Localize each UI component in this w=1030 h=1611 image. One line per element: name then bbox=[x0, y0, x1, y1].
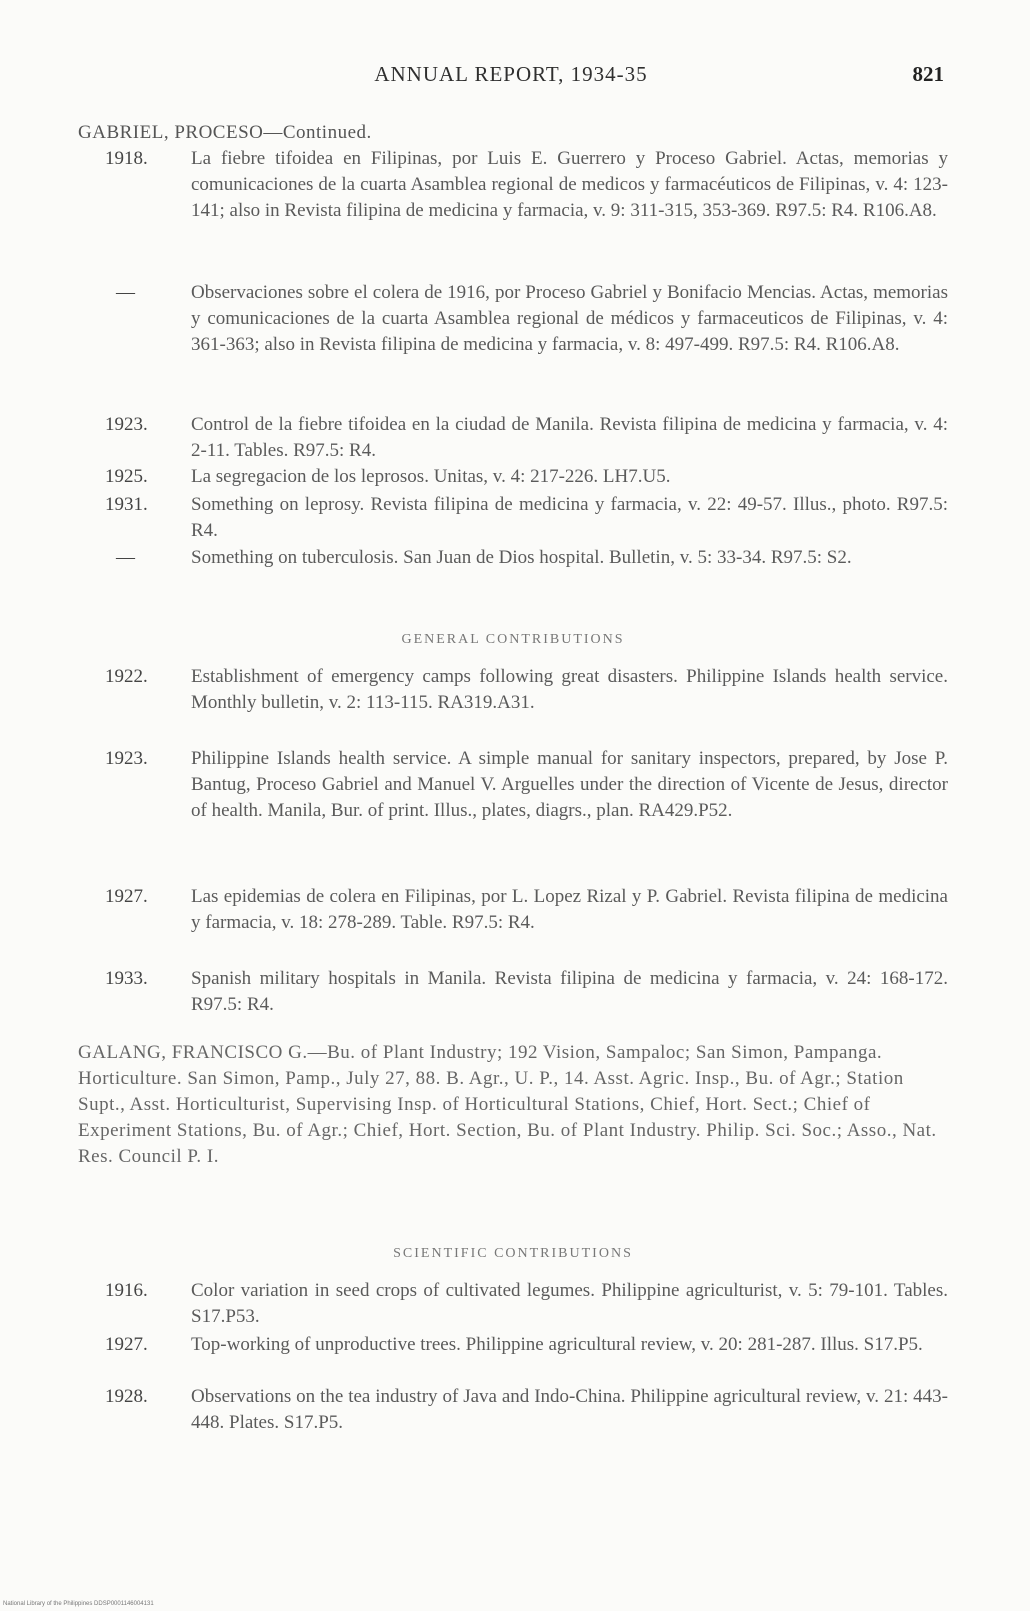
bibliography-entry bbox=[78, 146, 948, 224]
bibliography-entry bbox=[78, 1332, 948, 1358]
entry-year: 1925. bbox=[105, 466, 148, 487]
entry-text: Spanish military hospitals in Manila. Revista filipina de medicina y farmacia, v. 24: 168-172. R97.5: R4. bbox=[191, 968, 948, 1015]
section-heading-general-contributions: GENERAL CONTRIBUTIONS bbox=[401, 632, 625, 647]
entry-text: Control de la fiebre tifoidea en la ciudad de Manila. Revista filipina de medicina y farmacia, v. 4: 2-11. Tables. R97.5: R4. bbox=[191, 414, 948, 461]
bibliography-entry bbox=[78, 1384, 948, 1436]
entry-year: 1918. bbox=[105, 148, 148, 169]
bibliography-entry bbox=[78, 746, 948, 824]
author-heading-galang bbox=[78, 1040, 948, 1170]
bibliography-entry bbox=[78, 412, 948, 464]
bibliography-entry bbox=[78, 884, 948, 936]
bibliography-entry bbox=[78, 492, 948, 544]
bibliography-entry bbox=[78, 1278, 948, 1330]
entry-year: — bbox=[116, 547, 135, 568]
bibliography-entry bbox=[78, 664, 948, 716]
section-heading-scientific-contributions: SCIENTIFIC CONTRIBUTIONS bbox=[393, 1246, 633, 1261]
entry-text: Top-working of unproductive trees. Philippine agricultural review, v. 20: 281-287. Illus. S17.P5. bbox=[191, 1334, 923, 1355]
entry-year: 1923. bbox=[105, 748, 148, 769]
entry-year: 1931. bbox=[105, 494, 148, 515]
entry-year: 1927. bbox=[105, 886, 148, 907]
entry-text: Something on leprosy. Revista filipina de medicina y farmacia, v. 22: 49-57. Illus., photo. R97.5: R4. bbox=[191, 494, 948, 541]
scan-footer: National Library of the Philippines DDSP0001146004131 bbox=[3, 1601, 154, 1607]
entry-year: 1922. bbox=[105, 666, 148, 687]
bibliography-entry bbox=[78, 545, 948, 571]
entry-text: La fiebre tifoidea en Filipinas, por Luis E. Guerrero y Proceso Gabriel. Actas, memorias y comunicaciones de la cuarta Asamblea regional de medicos y farmacéuticos de Filipinas, v. 4: 123-141; also in Revista filipina de medicina y farmacia, v. 9: 311-315, 353-369. R97.5: R4. R106.A8. bbox=[191, 148, 948, 221]
entry-year: 1916. bbox=[105, 1280, 148, 1301]
entry-text: Observaciones sobre el colera de 1916, por Proceso Gabriel y Bonifacio Mencias. Actas, memorias y comunicaciones de la cuarta Asamblea regional de médicos y farmaceuticos de Filipinas, v. 4: 361-363; also in Revista filipina de medicina y farmacia, v. 8: 497-499. R97.5: R4. R106.A8. bbox=[191, 282, 948, 355]
entry-year: 1928. bbox=[105, 1386, 148, 1407]
entry-text: Something on tuberculosis. San Juan de Dios hospital. Bulletin, v. 5: 33-34. R97.5: S2. bbox=[191, 547, 852, 568]
bibliography-entry bbox=[78, 280, 948, 358]
author-heading-gabriel: GABRIEL, PROCESO—Continued. bbox=[78, 122, 372, 143]
entry-year: 1933. bbox=[105, 968, 148, 989]
entry-year: 1923. bbox=[105, 414, 148, 435]
entry-text: Las epidemias de colera en Filipinas, por L. Lopez Rizal y P. Gabriel. Revista filipina de medicina y farmacia, v. 18: 278-289. Table. R97.5: R4. bbox=[191, 886, 948, 933]
running-title: ANNUAL REPORT, 1934-35 bbox=[374, 62, 648, 86]
entry-text: Philippine Islands health service. A simple manual for sanitary inspectors, prepared, by Jose P. Bantug, Proceso Gabriel and Manuel V. Arguelles under the direction of Vicente de Jesus, director of health. Manila, Bur. of print. Illus., plates, diagrs., plan. RA429.P52. bbox=[191, 748, 948, 821]
entry-text: Color variation in seed crops of cultivated legumes. Philippine agriculturist, v. 5: 79-101. Tables. S17.P53. bbox=[191, 1280, 948, 1327]
page-number: 821 bbox=[912, 62, 944, 86]
author-bio: GALANG, FRANCISCO G.—Bu. of Plant Industry; 192 Vision, Sampaloc; San Simon, Pampanga. Horticulture. San Simon, Pamp., July 27, 88. B. Agr., U. P., 14. Asst. Agric. Insp., Bu. of Agr.; Station Supt., Asst. Horticulturist, Supervising Insp. of Horticultural Stations, Chief, Hort. Sect.; Chief of Experiment Stations, Bu. of Agr.; Chief, Hort. Section, Bu. of Plant Industry. Philip. Sci. Soc.; Asso., Nat. Res. Council P. I. bbox=[78, 1042, 937, 1167]
page-header bbox=[78, 62, 944, 96]
bibliography-entry bbox=[78, 464, 948, 490]
entry-year: 1927. bbox=[105, 1334, 148, 1355]
entry-text: Observations on the tea industry of Java and Indo-China. Philippine agricultural review, v. 21: 443-448. Plates. S17.P5. bbox=[191, 1386, 948, 1433]
entry-text: La segregacion de los leprosos. Unitas, v. 4: 217-226. LH7.U5. bbox=[191, 466, 671, 487]
bibliography-entry bbox=[78, 966, 948, 1018]
entry-text: Establishment of emergency camps following great disasters. Philippine Islands health service. Monthly bulletin, v. 2: 113-115. RA319.A31. bbox=[191, 666, 948, 713]
entry-year: — bbox=[116, 282, 135, 303]
